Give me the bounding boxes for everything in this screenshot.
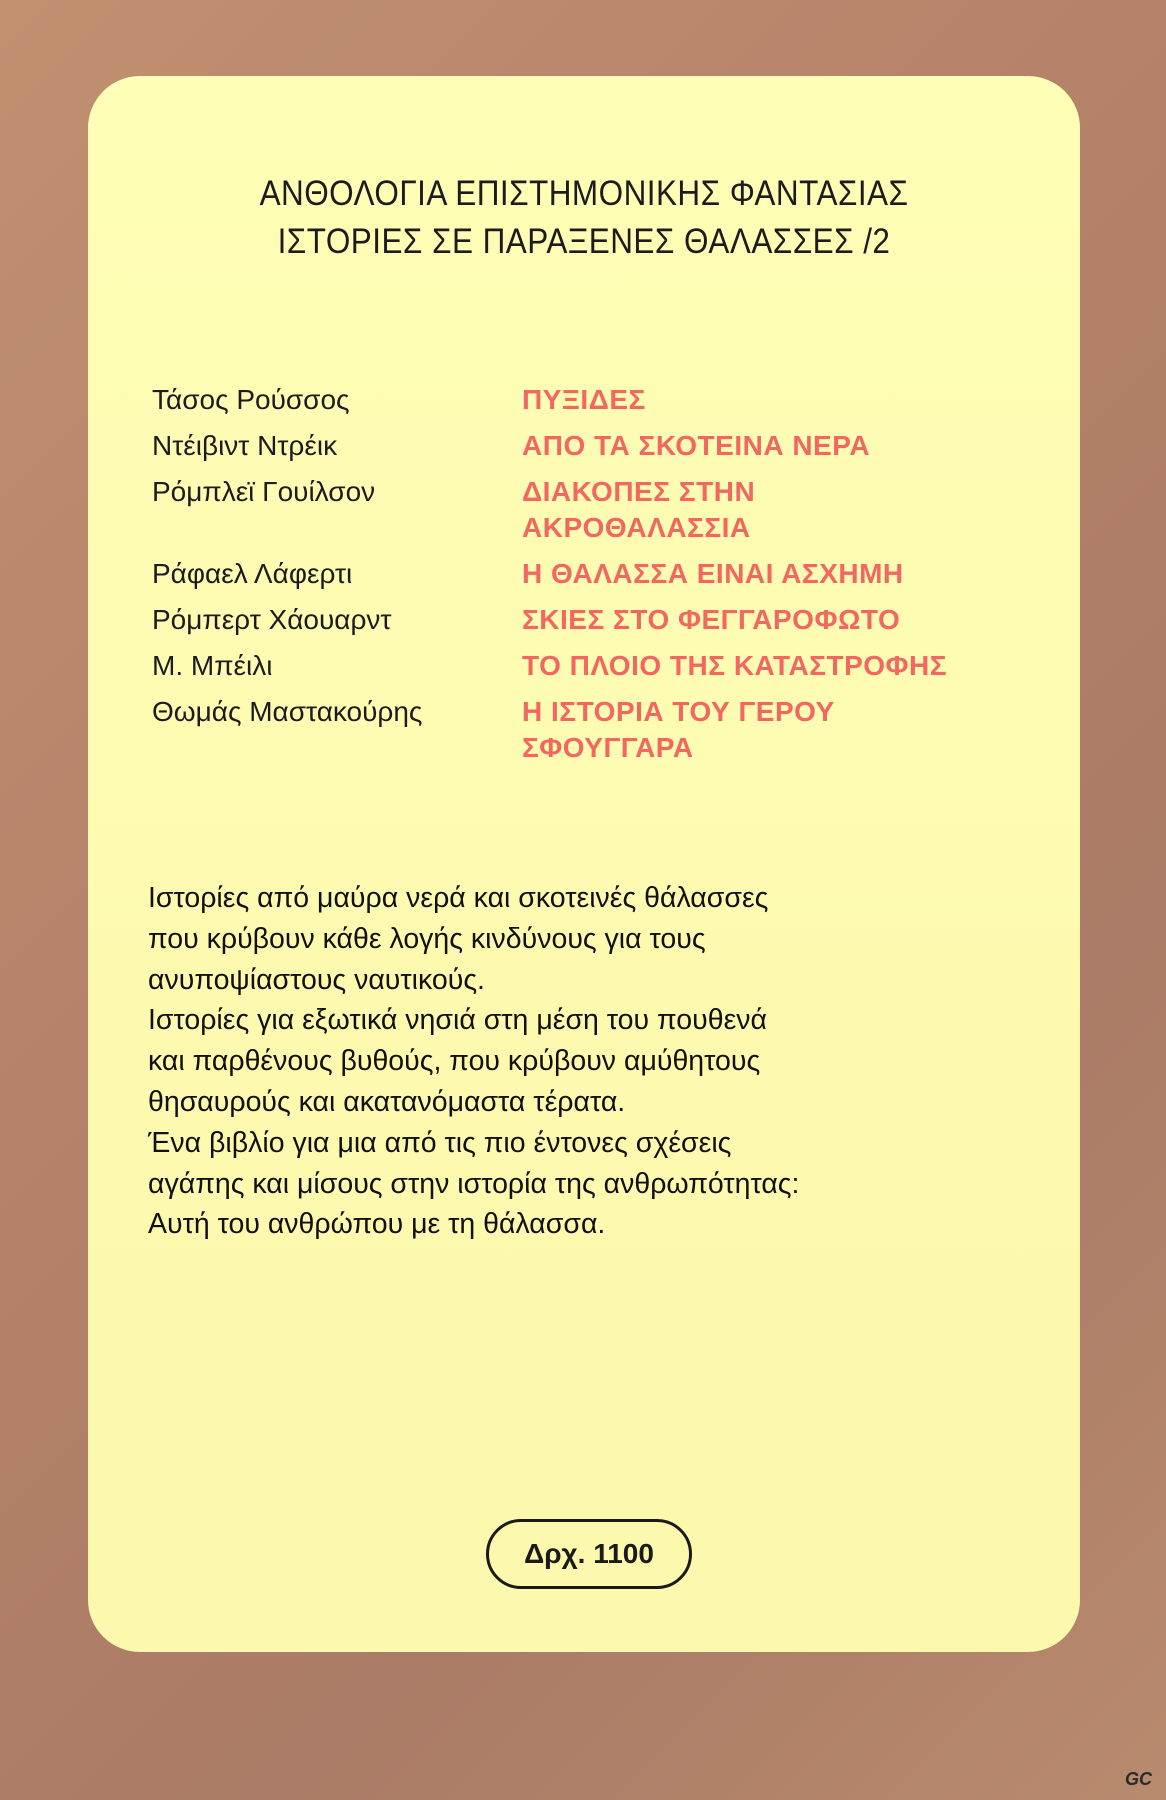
blurb-line: και παρθένους βυθούς, που κρύβουν αμύθητους bbox=[148, 1045, 761, 1078]
blurb-line: αγάπης και μίσους στην ιστορία της ανθρωπότητας: bbox=[148, 1167, 800, 1200]
story-title: ΤΟ ΠΛΟΙΟ ΤΗΣ ΚΑΤΑΣΤΡΟΦΗΣ bbox=[522, 650, 948, 681]
contents-row bbox=[152, 474, 1072, 546]
story-title: ΠΥΞΙΔΕΣ bbox=[522, 384, 646, 415]
table-of-contents bbox=[152, 382, 1072, 776]
author-name: Τάσος Ρούσσος bbox=[152, 384, 350, 415]
story-title: ΑΠΟ ΤΑ ΣΚΟΤΕΙΝΑ ΝΕΡΑ bbox=[522, 430, 871, 461]
author-name: Θωμάς Μαστακούρης bbox=[152, 696, 423, 727]
author-name: Μ. Μπέιλι bbox=[152, 650, 273, 681]
anthology-subtitle: ΙΣΤΟΡΙΕΣ ΣΕ ΠΑΡΑΞΕΝΕΣ ΘΑΛΑΣΣΕΣ /2 bbox=[277, 222, 891, 261]
contents-row bbox=[152, 648, 1072, 684]
blurb-line: Ένα βιβλίο για μια από τις πιο έντονες σχέσεις bbox=[148, 1126, 732, 1159]
blurb-line: θησαυρούς και ακατανόμαστα τέρατα. bbox=[148, 1085, 626, 1118]
price-badge: Δρχ. 1100 bbox=[486, 1519, 692, 1589]
story-title: Η ΙΣΤΟΡΙΑ ΤΟΥ ΓΕΡΟΥ ΣΦΟΥΓΓΑΡΑ bbox=[522, 696, 835, 763]
story-title: ΣΚΙΕΣ ΣΤΟ ΦΕΓΓΑΡΟΦΩΤΟ bbox=[522, 604, 901, 635]
contents-row bbox=[152, 428, 1072, 464]
author-name: Ρόμπλεϊ Γουίλσον bbox=[152, 476, 376, 507]
author-name: Ντέιβιντ Ντρέικ bbox=[152, 430, 338, 461]
contents-row bbox=[152, 694, 1072, 766]
blurb-line: ανυποψίαστους ναυτικούς. bbox=[148, 963, 485, 996]
anthology-title: ΑΝΘΟΛΟΓΙΑ ΕΠΙΣΤΗΜΟΝΙΚΗΣ ΦΑΝΤΑΣΙΑΣ bbox=[259, 174, 909, 213]
contents-row bbox=[152, 556, 1072, 592]
blurb-line: Ιστορίες από μαύρα νερά και σκοτεινές θάλασσες bbox=[148, 882, 769, 914]
author-name: Ράφαελ Λάφερτι bbox=[152, 558, 353, 589]
blurb-line: που κρύβουν κάθε λογής κινδύνους για τους bbox=[148, 922, 706, 955]
blurb-line: Ιστορίες για εξωτικά νησιά στη μέση του πουθενά bbox=[148, 1004, 767, 1037]
story-title: ΔΙΑΚΟΠΕΣ ΣΤΗΝ ΑΚΡΟΘΑΛΑΣΣΙΑ bbox=[522, 476, 756, 543]
cover-panel bbox=[88, 76, 1080, 1652]
blurb-line: Αυτή του ανθρώπου με τη θάλασσα. bbox=[148, 1208, 606, 1241]
contents-row bbox=[152, 382, 1072, 418]
author-name: Ρόμπερτ Χάουαρντ bbox=[152, 604, 392, 635]
story-title: Η ΘΑΛΑΣΣΑ ΕΙΝΑΙ ΑΣΧΗΜΗ bbox=[522, 558, 904, 589]
back-cover-blurb bbox=[148, 878, 1048, 1245]
contents-row bbox=[152, 602, 1072, 638]
scanner-watermark: GC bbox=[1125, 1769, 1152, 1789]
